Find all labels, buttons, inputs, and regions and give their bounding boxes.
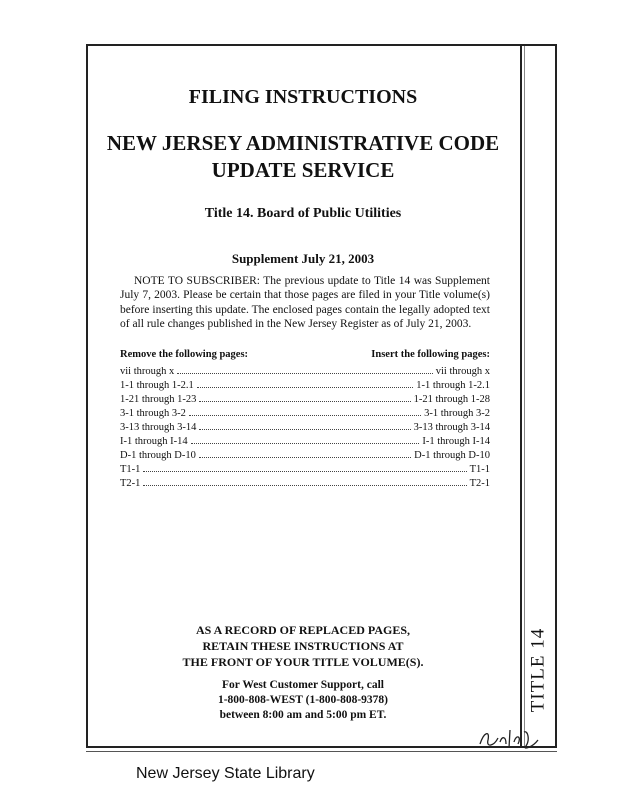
title-line: Title 14. Board of Public Utilities bbox=[204, 206, 402, 221]
support-line: 1-800-808-WEST (1-800-808-9378) bbox=[217, 694, 389, 706]
record-line: AS A RECORD OF REPLACED PAGES, bbox=[195, 623, 411, 637]
record-line: THE FRONT OF YOUR TITLE VOLUME(S). bbox=[182, 655, 424, 669]
supplement-date: Supplement July 21, 2003 bbox=[231, 251, 375, 266]
table-header bbox=[120, 349, 490, 363]
subscriber-note: NOTE TO SUBSCRIBER: The previous update to Title 14 was Supplement July 7, 2003. Please be certain that those pages are filed in your Title volume(s) before inserting this update. The enclosed pages contain the legally adopted text of all rule changes published in the New Jersey Register as of July 21, 2003. bbox=[120, 275, 490, 331]
remove-pages: D-1 through D-10 bbox=[120, 450, 196, 461]
footer-library: New Jersey State Library bbox=[136, 765, 315, 782]
code-title-line1: NEW JERSEY ADMINISTRATIVE CODE bbox=[106, 131, 500, 155]
handwritten-initials bbox=[476, 722, 546, 752]
remove-pages: I-1 through I-14 bbox=[120, 436, 188, 447]
leader-dots bbox=[143, 471, 466, 472]
table-row bbox=[120, 419, 490, 433]
insert-pages: vii through x bbox=[435, 366, 490, 377]
remove-pages: 3-13 through 3-14 bbox=[120, 422, 197, 433]
leader-dots bbox=[197, 387, 413, 388]
insert-pages: T1-1 bbox=[469, 464, 490, 475]
table-row bbox=[120, 461, 490, 475]
insert-pages: 3-1 through 3-2 bbox=[424, 408, 490, 419]
page-replacement-table bbox=[120, 349, 490, 489]
insert-pages: 1-1 through 1-2.1 bbox=[416, 380, 490, 391]
table-row bbox=[120, 391, 490, 405]
leader-dots bbox=[191, 443, 420, 444]
remove-header: Remove the following pages: bbox=[120, 349, 249, 360]
remove-pages: 3-1 through 3-2 bbox=[120, 408, 186, 419]
record-line: RETAIN THESE INSTRUCTIONS AT bbox=[202, 639, 404, 653]
table-row bbox=[120, 433, 490, 447]
leader-dots bbox=[199, 429, 410, 430]
insert-pages: I-1 through I-14 bbox=[422, 436, 490, 447]
remove-pages: 1-1 through 1-2.1 bbox=[120, 380, 194, 391]
title-tab bbox=[518, 627, 558, 713]
customer-support bbox=[86, 678, 520, 723]
table-row bbox=[120, 475, 490, 489]
support-line: For West Customer Support, call bbox=[222, 679, 384, 691]
insert-pages: D-1 through D-10 bbox=[414, 450, 490, 461]
insert-pages: 3-13 through 3-14 bbox=[413, 422, 490, 433]
table-row bbox=[120, 377, 490, 391]
heading: FILING INSTRUCTIONS bbox=[188, 86, 418, 108]
table-row bbox=[120, 405, 490, 419]
insert-pages: 1-21 through 1-28 bbox=[413, 394, 490, 405]
leader-dots bbox=[199, 401, 410, 402]
leader-dots bbox=[189, 415, 421, 416]
insert-header: Insert the following pages: bbox=[371, 349, 490, 360]
leader-dots bbox=[199, 457, 411, 458]
support-line: between 8:00 am and 5:00 pm ET. bbox=[219, 709, 387, 721]
leader-dots bbox=[143, 485, 466, 486]
table-row bbox=[120, 447, 490, 461]
leader-dots bbox=[177, 373, 433, 374]
remove-pages: vii through x bbox=[120, 366, 175, 377]
remove-pages: 1-21 through 1-23 bbox=[120, 394, 197, 405]
insert-pages: T2-1 bbox=[469, 478, 490, 489]
remove-pages: T1-1 bbox=[120, 464, 141, 475]
table-row bbox=[120, 363, 490, 377]
remove-pages: T2-1 bbox=[120, 478, 141, 489]
code-title-line2: UPDATE SERVICE bbox=[211, 158, 395, 182]
record-notice bbox=[86, 622, 520, 670]
title-tab-label: TITLE 14 bbox=[527, 627, 549, 713]
